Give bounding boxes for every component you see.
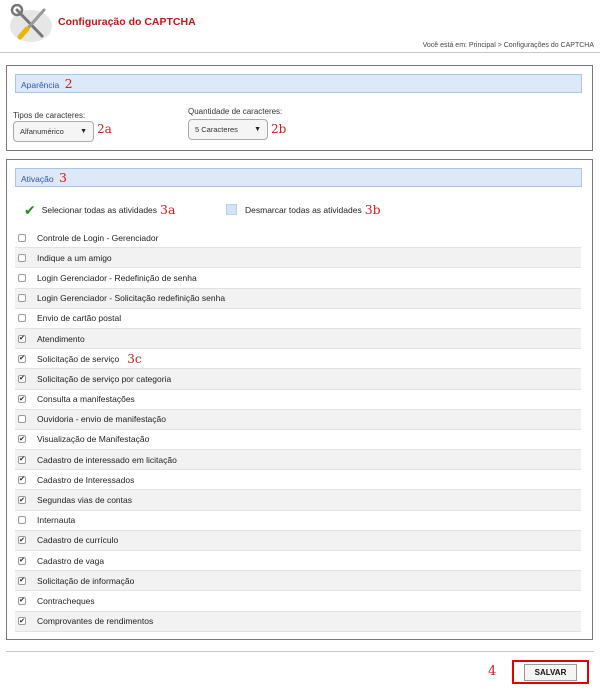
activity-label <box>37 616 153 626</box>
activity-label-text: Atendimento <box>37 333 85 344</box>
activity-row[interactable] <box>15 289 581 309</box>
ativacao-panel <box>6 159 593 640</box>
activity-label <box>37 515 75 525</box>
dropdown-arrow-icon: ▼ <box>254 126 261 133</box>
tools-logo-icon <box>8 4 54 44</box>
activity-row[interactable] <box>15 390 581 410</box>
checkbox-checked[interactable]: ✔ <box>19 536 25 544</box>
activity-label-text: Login Gerenciador - Redefinição de senha <box>37 272 197 283</box>
select-all-button[interactable] <box>24 202 175 217</box>
activity-label <box>37 273 197 283</box>
checkbox-unchecked[interactable] <box>18 234 26 242</box>
select-all-label: Selecionar todas as atividades <box>41 204 158 215</box>
activity-label-text: Segundas vias de contas <box>37 495 132 506</box>
activity-label <box>37 455 177 465</box>
breadcrumb: Você está em: Principal > Configurações do CAPTCHA <box>422 42 594 49</box>
header-divider <box>0 52 600 53</box>
footer-divider <box>6 651 594 652</box>
annotation-2b: 2b <box>271 122 287 136</box>
activity-label-text: Cadastro de vaga <box>37 555 105 566</box>
activity-label-text: Visualização de Manifestação <box>37 434 150 445</box>
activity-row[interactable] <box>15 309 581 329</box>
activity-label <box>37 475 134 485</box>
activity-label-text: Login Gerenciador - Solicitação redefinição senha <box>37 293 226 304</box>
checkbox-unchecked[interactable] <box>18 516 26 524</box>
activity-row[interactable] <box>15 591 581 611</box>
activity-label <box>37 576 134 586</box>
aparencia-panel <box>6 65 593 151</box>
checkbox-checked[interactable]: ✔ <box>19 355 25 363</box>
activity-label-text: Ouvidoria - envio de manifestação <box>37 414 166 425</box>
activity-label-text: Cadastro de currículo <box>37 535 119 546</box>
green-check-icon: ✔ <box>24 201 36 218</box>
checkbox-checked[interactable]: ✔ <box>19 617 25 625</box>
activity-label <box>37 414 166 424</box>
activity-row[interactable] <box>15 531 581 551</box>
activity-label-text: Contracheques <box>37 595 95 606</box>
annotation-3a: 3a <box>160 202 176 217</box>
activity-label-text: Controle de Login - Gerenciador <box>37 232 159 243</box>
activity-label <box>37 352 142 366</box>
annotation-4: 4 <box>488 664 497 679</box>
deselect-all-button[interactable] <box>226 202 381 217</box>
activity-label <box>37 253 112 263</box>
checkbox-checked[interactable]: ✔ <box>19 577 25 585</box>
activity-label-text: Indique a um amigo <box>37 252 112 263</box>
activity-label <box>37 313 121 323</box>
activity-label-text: Cadastro de Interessados <box>37 474 135 485</box>
checkbox-unchecked[interactable] <box>18 415 26 423</box>
activity-row[interactable] <box>15 248 581 268</box>
activity-label <box>37 596 95 606</box>
tipos-caracteres-value: Alfanumérico <box>20 127 64 136</box>
activity-row[interactable] <box>15 410 581 430</box>
activity-label <box>37 374 171 384</box>
activity-label-text: Solicitação de serviço por categoria <box>37 373 172 384</box>
activity-row[interactable] <box>15 450 581 470</box>
activity-row[interactable] <box>15 551 581 571</box>
activity-row[interactable] <box>15 511 581 531</box>
checkbox-checked[interactable]: ✔ <box>19 395 25 403</box>
activity-row[interactable] <box>15 329 581 349</box>
ativacao-title: Ativação <box>21 174 54 184</box>
activity-label-text: Envio de cartão postal <box>37 313 122 324</box>
ativacao-section-header <box>15 168 582 187</box>
tipos-caracteres-select[interactable] <box>13 121 94 142</box>
activity-row[interactable] <box>15 612 581 632</box>
activity-row[interactable] <box>15 228 581 248</box>
checkbox-checked[interactable]: ✔ <box>19 456 25 464</box>
checkbox-checked[interactable]: ✔ <box>19 496 25 504</box>
page-title: Configuração do CAPTCHA <box>58 16 196 28</box>
activity-row[interactable] <box>15 490 581 510</box>
annotation-3b: 3b <box>364 202 381 217</box>
save-button-label: SALVAR <box>524 664 578 681</box>
activity-label <box>37 535 118 545</box>
activity-label-text: Internauta <box>37 515 76 526</box>
checkbox-checked[interactable]: ✔ <box>19 375 25 383</box>
activity-label <box>37 434 149 444</box>
empty-box-icon <box>226 204 237 215</box>
activity-label <box>37 293 225 303</box>
checkbox-unchecked[interactable] <box>18 294 26 302</box>
activity-label-text: Solicitação de serviço <box>37 353 120 364</box>
annotation-3c: 3c <box>127 351 142 366</box>
activity-row[interactable] <box>15 470 581 490</box>
deselect-all-label: Desmarcar todas as atividades <box>245 204 362 215</box>
checkbox-unchecked[interactable] <box>18 274 26 282</box>
checkbox-checked[interactable]: ✔ <box>19 597 25 605</box>
aparencia-title: Aparência <box>21 80 60 90</box>
checkbox-unchecked[interactable] <box>18 254 26 262</box>
activity-row[interactable] <box>15 369 581 389</box>
activity-label <box>37 495 132 505</box>
activity-label-text: Solicitação de informação <box>37 575 135 586</box>
activity-label <box>37 394 135 404</box>
checkbox-checked[interactable]: ✔ <box>19 335 25 343</box>
checkbox-checked[interactable]: ✔ <box>19 557 25 565</box>
annotation-2a: 2a <box>97 122 112 136</box>
dropdown-arrow-icon: ▼ <box>80 128 87 135</box>
activity-label-text: Cadastro de interessado em licitação <box>37 454 177 465</box>
activity-row[interactable] <box>15 430 581 450</box>
annotation-3: 3 <box>58 170 67 185</box>
checkbox-checked[interactable]: ✔ <box>19 476 25 484</box>
annotation-2: 2 <box>64 76 73 91</box>
activity-row[interactable] <box>15 349 581 369</box>
activity-label <box>37 556 104 566</box>
checkbox-checked[interactable]: ✔ <box>19 435 25 443</box>
quantidade-caracteres-label: Quantidade de caracteres: <box>188 107 283 116</box>
activity-row[interactable] <box>15 571 581 591</box>
activity-label <box>37 233 158 243</box>
quantidade-caracteres-value: 5 Caracteres <box>195 125 238 134</box>
checkbox-unchecked[interactable] <box>18 314 26 322</box>
aparencia-section-header <box>15 74 582 93</box>
save-button[interactable] <box>512 660 589 684</box>
activity-row[interactable] <box>15 268 581 288</box>
activity-label-text: Comprovantes de rendimentos <box>37 616 154 627</box>
activity-list <box>15 228 581 632</box>
activity-label <box>37 334 85 344</box>
tipos-caracteres-label: Tipos de caracteres: <box>13 111 86 120</box>
activity-label-text: Consulta a manifestações <box>37 394 135 405</box>
quantidade-caracteres-select[interactable] <box>188 119 268 140</box>
